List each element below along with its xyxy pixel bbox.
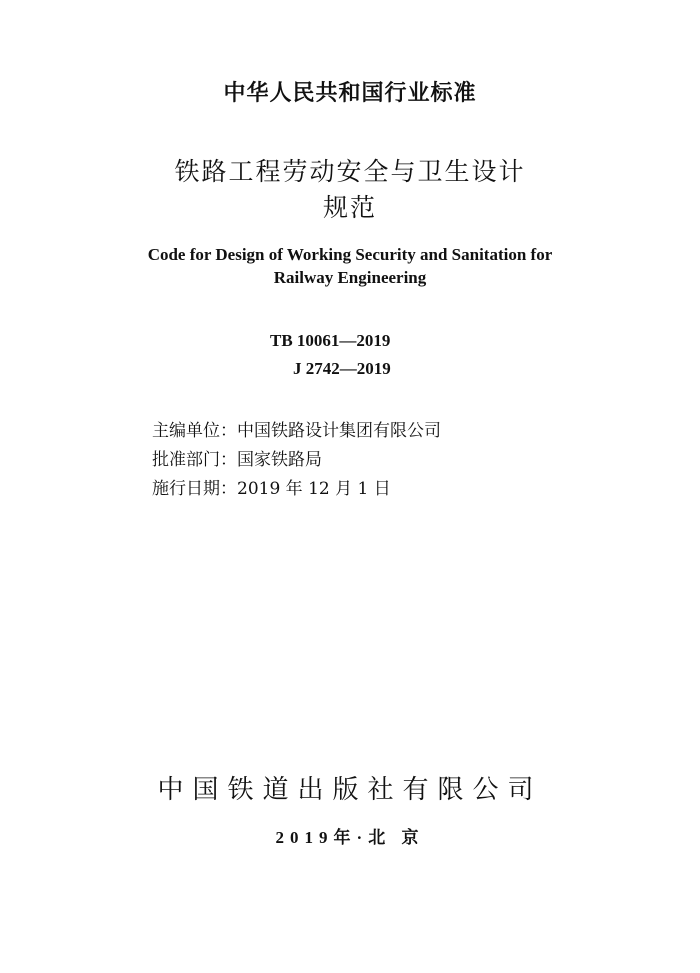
english-title-line-2: Railway Engineering: [273, 268, 427, 287]
editor-unit-row: [152, 416, 441, 441]
approver-label: 批准部门：: [152, 450, 237, 470]
standard-type-heading: 中华人民共和国行业标准: [223, 81, 477, 106]
effective-date-row: [152, 474, 391, 499]
chinese-title-line-1: 铁路工程劳动安全与卫生设计: [174, 157, 526, 186]
publisher-name: 中国铁道出版社有限公司: [157, 775, 543, 805]
approver-row: [152, 445, 322, 470]
chinese-title-line-2: 规范: [322, 193, 377, 222]
english-title-line-1: Code for Design of Working Security and Sanitation for: [147, 245, 553, 264]
j-record-code: J 2742—2019: [293, 359, 391, 378]
approver-value: 国家铁路局: [237, 450, 322, 470]
editor-unit-value: 中国铁路设计集团有限公司: [237, 421, 441, 441]
effective-date-value: 2019 年 12 月 1 日: [237, 479, 391, 499]
editor-unit-label: 主编单位：: [152, 421, 237, 441]
publication-year-place: 2019年·北 京: [275, 828, 425, 847]
tb-standard-code: TB 10061—2019: [270, 331, 391, 350]
effective-date-label: 施行日期：: [152, 479, 237, 499]
